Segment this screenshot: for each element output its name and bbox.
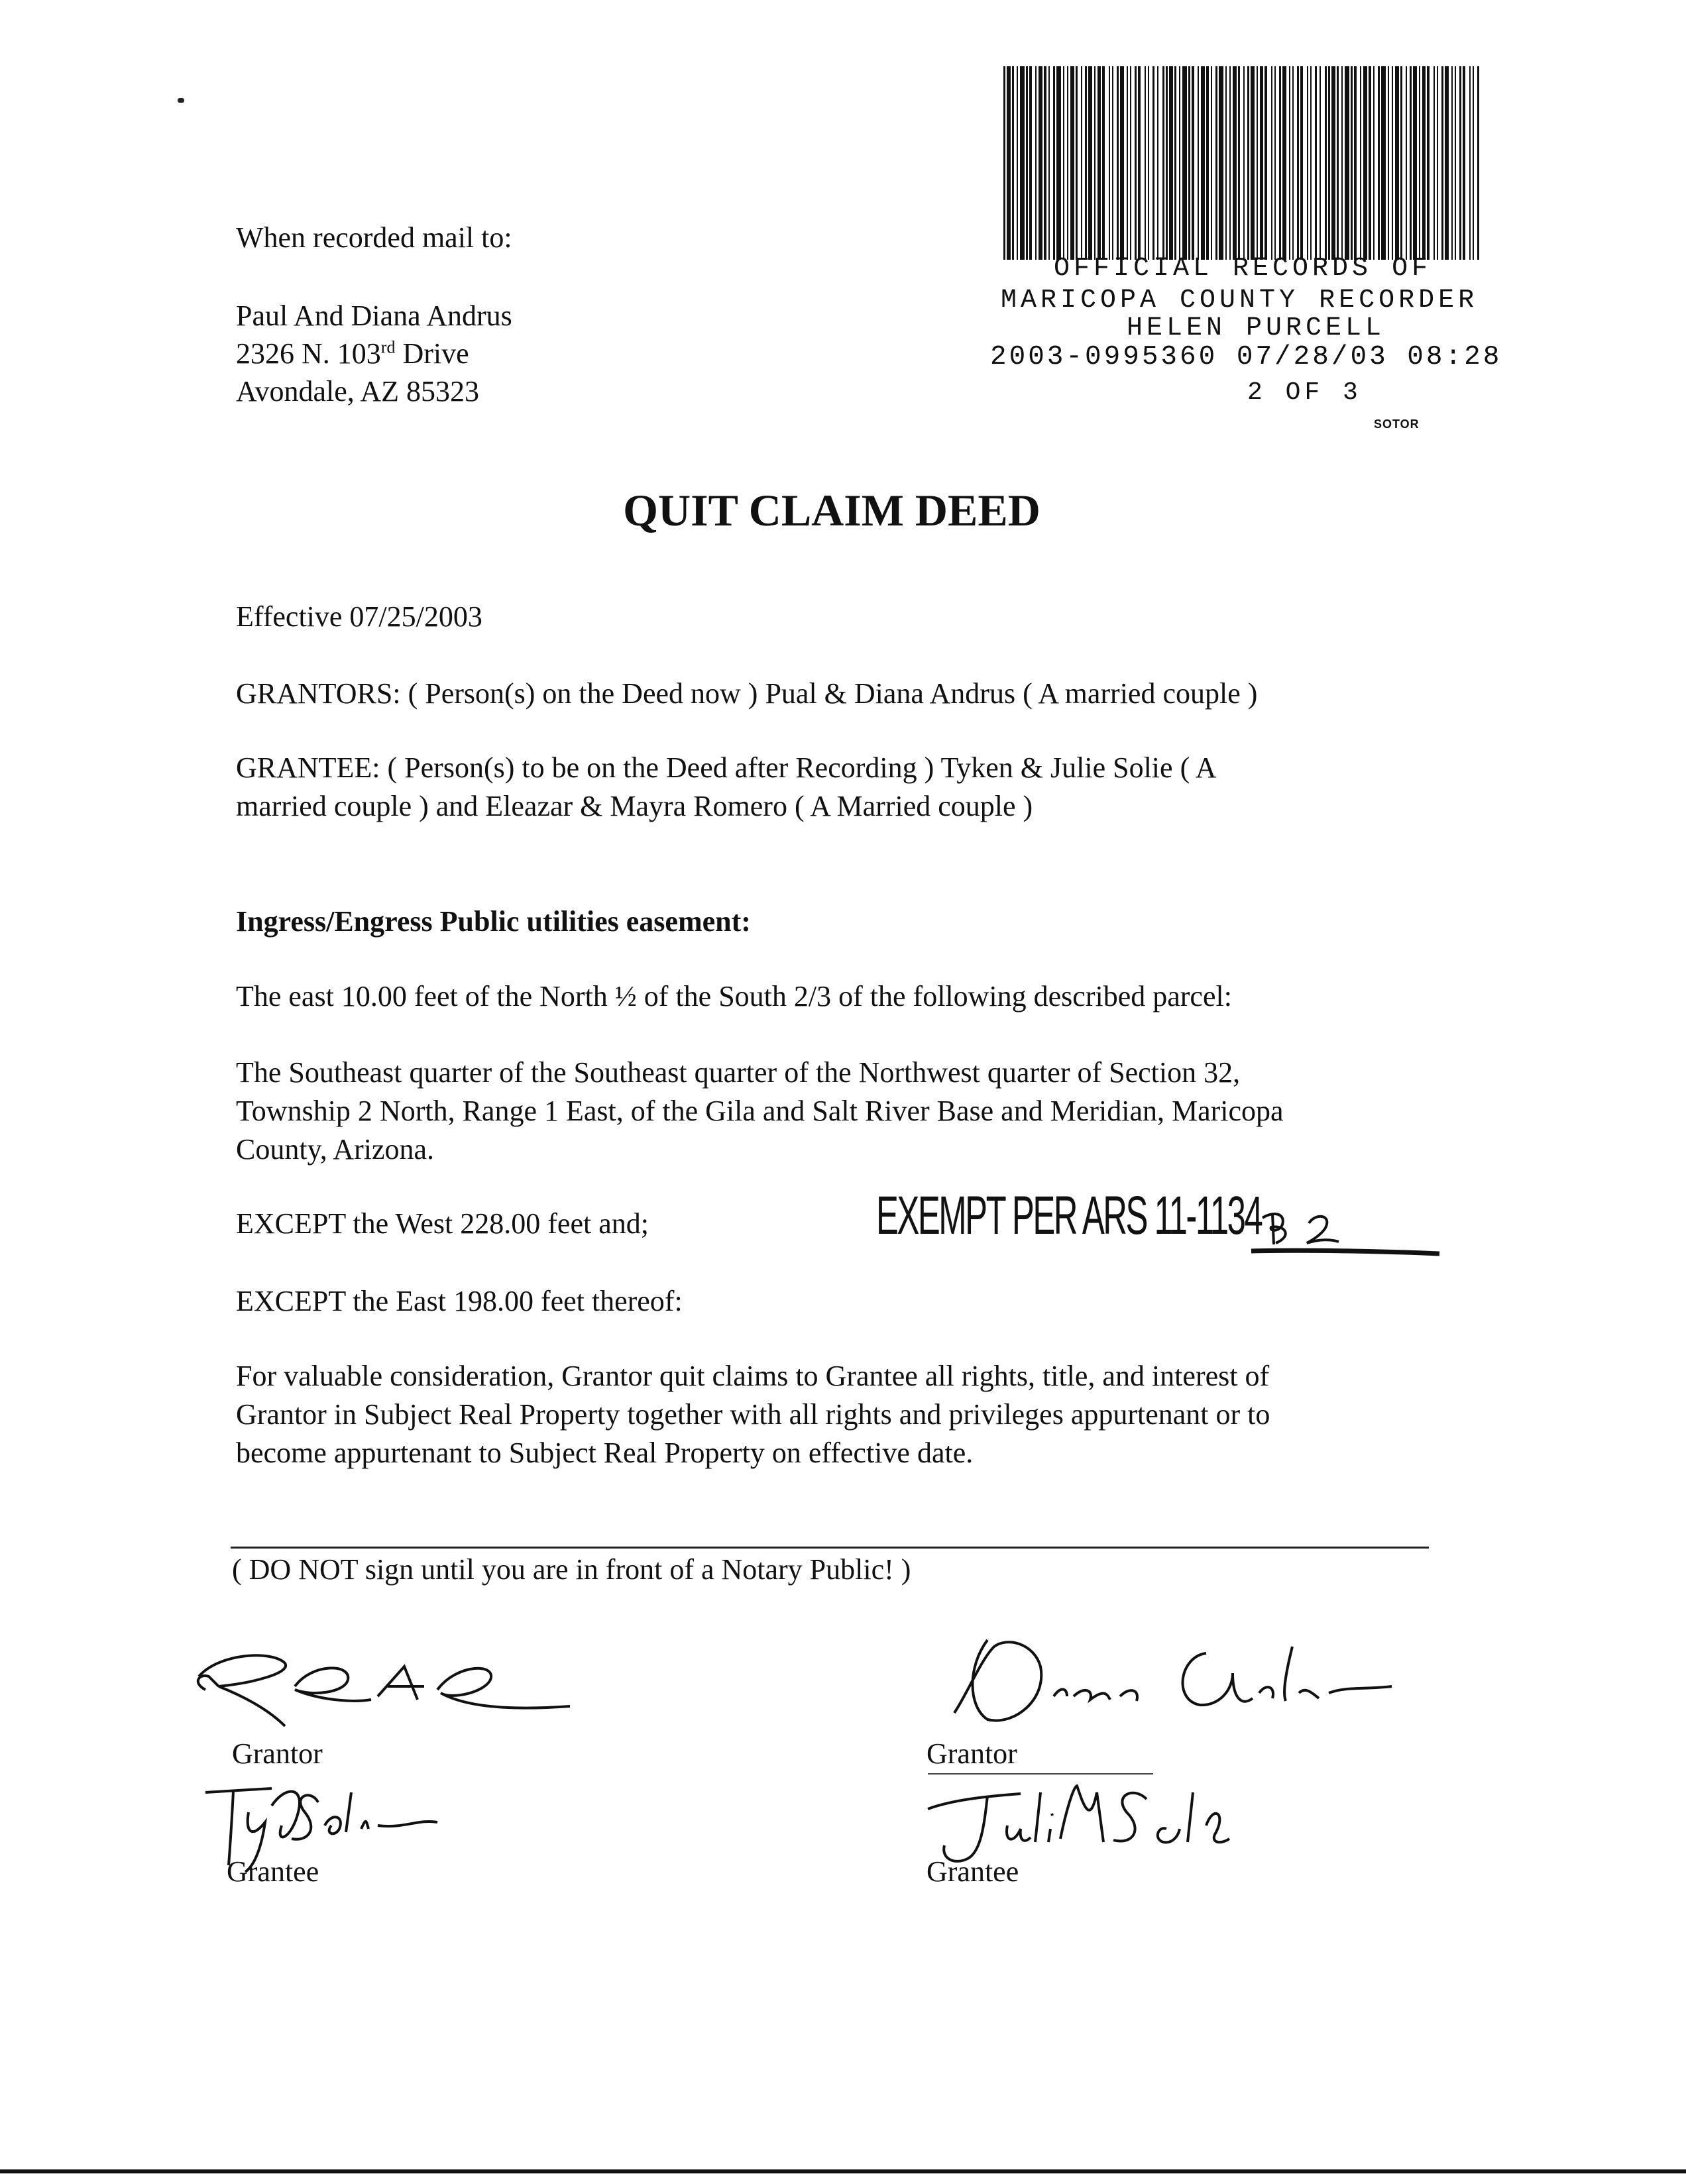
barcode-bar — [1026, 66, 1028, 260]
barcode-bar — [1360, 66, 1361, 260]
notary-warning: ( DO NOT sign until you are in front of a Notary Public! ) — [232, 1553, 911, 1586]
barcode-bar — [1076, 66, 1078, 260]
barcode-bar — [1035, 66, 1037, 260]
barcode-bar — [1373, 66, 1375, 260]
barcode-bar — [1463, 66, 1465, 260]
grantee-paragraph — [236, 749, 1482, 826]
barcode-bar — [1274, 66, 1276, 260]
right-grantor-label: Grantor — [927, 1737, 1017, 1770]
recorder-line-3: HELEN PURCELL — [1127, 313, 1386, 343]
barcode-bar — [1243, 66, 1245, 260]
barcode-bar — [1459, 66, 1461, 260]
barcode-bar — [1127, 66, 1128, 260]
barcode-bar — [1300, 66, 1303, 260]
recorder-line-1: OFFICIAL RECORDS OF — [1054, 254, 1432, 284]
barcode-bar — [1410, 66, 1412, 260]
barcode-bar — [1215, 66, 1217, 260]
grantors-line: GRANTORS: ( Person(s) on the Deed now ) Pual & Diana Andrus ( A married couple ) — [236, 677, 1258, 710]
barcode-bar — [1088, 66, 1092, 260]
barcode-bar — [1325, 66, 1327, 260]
barcode-bar — [1094, 66, 1096, 260]
barcode-bar — [1166, 66, 1168, 260]
barcode-bar — [1053, 66, 1055, 260]
barcode-bar — [1328, 66, 1330, 260]
barcode-bar — [1257, 66, 1258, 260]
barcode-bar — [1219, 66, 1223, 260]
consideration-line-1: For valuable consideration, Grantor quit claims to Grantee all rights, title, and interest of — [236, 1360, 1270, 1392]
parcel-line-3: County, Arizona. — [236, 1133, 434, 1166]
easement-heading: Ingress/Engress Public utilities easement: — [236, 905, 751, 938]
barcode-bar — [1145, 66, 1146, 260]
barcode-bar — [1351, 66, 1353, 260]
consideration-line-3: become appurtenant to Subject Real Property on effective date. — [236, 1437, 974, 1469]
barcode-bar — [1279, 66, 1281, 260]
barcode-bar — [1007, 66, 1011, 260]
mail-to-street: 2326 N. 103rd Drive — [236, 337, 469, 370]
mail-to-heading: When recorded mail to: — [236, 221, 512, 254]
barcode-bar — [1264, 66, 1267, 260]
barcode-bar — [1247, 66, 1249, 260]
barcode-bar — [1422, 66, 1426, 260]
parcel-paragraph — [236, 1054, 1495, 1169]
barcode-bar — [1039, 66, 1042, 260]
barcode-bar — [1477, 66, 1479, 260]
grantee-line-2: married couple ) and Eleazar & Mayra Romero ( A Married couple ) — [236, 790, 1033, 822]
grantor-signature-left — [179, 1637, 577, 1743]
barcode-bar — [1182, 66, 1187, 260]
barcode-bar — [1378, 66, 1380, 260]
barcode-bar — [1044, 66, 1046, 260]
barcode-bar — [1112, 66, 1113, 260]
barcode-bar — [1282, 66, 1286, 260]
barcode-bar — [1201, 66, 1205, 260]
barcode-bar — [1388, 66, 1389, 260]
grantor-signature-right — [941, 1627, 1405, 1733]
recorder-line-2: MARICOPA COUNTY RECORDER — [1001, 286, 1479, 315]
consideration-line-2: Grantor in Subject Real Property together with all rights and privileges appurtenant or to — [236, 1398, 1270, 1431]
scan-mark — [178, 98, 184, 103]
barcode-bar — [1445, 66, 1449, 260]
barcode-bar — [1406, 66, 1407, 260]
easement-description: The east 10.00 feet of the North ½ of the South 2/3 of the following described parcel: — [236, 980, 1232, 1012]
barcode-bar — [1451, 66, 1453, 260]
right-grantee-label: Grantee — [927, 1855, 1019, 1888]
parcel-line-2: Township 2 North, Range 1 East, of the Gila and Salt River Base and Meridian, Maricopa — [236, 1095, 1284, 1127]
barcode-bar — [1162, 66, 1164, 260]
barcode-bar — [1138, 66, 1141, 260]
barcode-bar — [1251, 66, 1255, 260]
except-east: EXCEPT the East 198.00 feet thereof: — [236, 1285, 683, 1317]
parcel-line-1: The Southeast quarter of the Southeast quarter of the Northwest quarter of Section 32, — [236, 1056, 1241, 1089]
barcode-bar — [1469, 66, 1471, 260]
barcode-bar — [1109, 66, 1110, 260]
barcode-bar — [1315, 66, 1317, 260]
recorder-line-5: 2 OF 3 — [1247, 378, 1362, 407]
left-grantor-label: Grantor — [232, 1737, 323, 1770]
barcode-bar — [1085, 66, 1087, 260]
barcode-bar — [1437, 66, 1438, 260]
except-west: EXCEPT the West 228.00 feet and; — [236, 1207, 649, 1240]
barcode-bar — [1048, 66, 1050, 260]
barcode-bar — [1130, 66, 1131, 260]
recorder-line-4: 2003-0995360 07/28/03 08:28 — [990, 342, 1502, 372]
barcode-bar — [1012, 66, 1014, 260]
barcode-bar — [1067, 66, 1068, 260]
barcode-bar — [1081, 66, 1082, 260]
barcode-bar — [1152, 66, 1154, 260]
exempt-stamp: EXEMPT PER ARS 11-1134 — [876, 1185, 1262, 1246]
page-title: QUIT CLAIM DEED — [623, 485, 1040, 535]
barcode-bar — [1070, 66, 1074, 260]
grantee-line-1: GRANTEE: ( Person(s) to be on the Deed after Recording ) Tyken & Julie Solie ( A — [236, 751, 1217, 784]
barcode-bar — [1225, 66, 1227, 260]
barcode-bar — [1102, 66, 1105, 260]
exempt-handwritten-mark — [1246, 1198, 1445, 1258]
barcode-bar — [1192, 66, 1194, 260]
barcode-bar — [1345, 66, 1349, 260]
left-grantee-label: Grantee — [227, 1855, 319, 1888]
barcode-bar — [1320, 66, 1321, 260]
page-bottom-border — [0, 2169, 1686, 2173]
barcode-bar — [1297, 66, 1299, 260]
barcode-bar — [1331, 66, 1335, 260]
barcode-bar — [1206, 66, 1209, 260]
barcode-bar — [1017, 66, 1018, 260]
barcode-bar — [1117, 66, 1119, 260]
barcode-bar — [1135, 66, 1137, 260]
barcode-bar — [1233, 66, 1237, 260]
barcode-bar — [1238, 66, 1240, 260]
barcode-bar — [1120, 66, 1124, 260]
barcode-bar — [1029, 66, 1032, 260]
barcode-bar — [1427, 66, 1430, 260]
consideration-paragraph — [236, 1357, 1495, 1472]
barcode-bar — [1260, 66, 1263, 260]
barcode-bar — [1020, 66, 1025, 260]
mail-to-name: Paul And Diana Andrus — [236, 300, 512, 332]
barcode-bar — [1307, 66, 1308, 260]
barcode-bar — [1310, 66, 1312, 260]
barcode-bar — [1097, 66, 1101, 260]
barcode-bar — [1433, 66, 1435, 260]
barcode-bar — [1211, 66, 1212, 260]
barcode-bar — [1419, 66, 1420, 260]
recorder-clerk: SOTOR — [1374, 417, 1420, 431]
effective-date: Effective 07/25/2003 — [236, 600, 482, 633]
barcode-bar — [1169, 66, 1173, 260]
barcode-bar — [1341, 66, 1343, 260]
barcode-bar — [1455, 66, 1456, 260]
barcode-bar — [1198, 66, 1199, 260]
barcode-bar — [1473, 66, 1474, 260]
notary-divider — [231, 1547, 1429, 1549]
barcode-bar — [1381, 66, 1386, 260]
barcode-bar — [1179, 66, 1180, 260]
barcode-bar — [1413, 66, 1417, 260]
barcode-image — [1001, 66, 1485, 260]
barcode-bar — [1188, 66, 1190, 260]
barcode-bar — [1337, 66, 1339, 260]
barcode-bar — [1395, 66, 1399, 260]
barcode-bar — [1354, 66, 1357, 260]
barcode-bar — [1271, 66, 1272, 260]
barcode-bar — [1400, 66, 1402, 260]
barcode-bar — [1289, 66, 1290, 260]
barcode-bar — [1063, 66, 1064, 260]
barcode-bar — [1441, 66, 1443, 260]
barcode-bar — [1229, 66, 1231, 260]
barcode-bar — [1157, 66, 1158, 260]
barcode-bar — [1003, 66, 1005, 260]
barcode-bar — [1174, 66, 1176, 260]
barcode-bar — [1369, 66, 1371, 260]
barcode-bar — [1056, 66, 1061, 260]
barcode-bar — [1363, 66, 1367, 260]
mail-to-city: Avondale, AZ 85323 — [236, 375, 480, 408]
barcode-bar — [1292, 66, 1294, 260]
barcode-bar — [1392, 66, 1393, 260]
barcode-bar — [1148, 66, 1149, 260]
